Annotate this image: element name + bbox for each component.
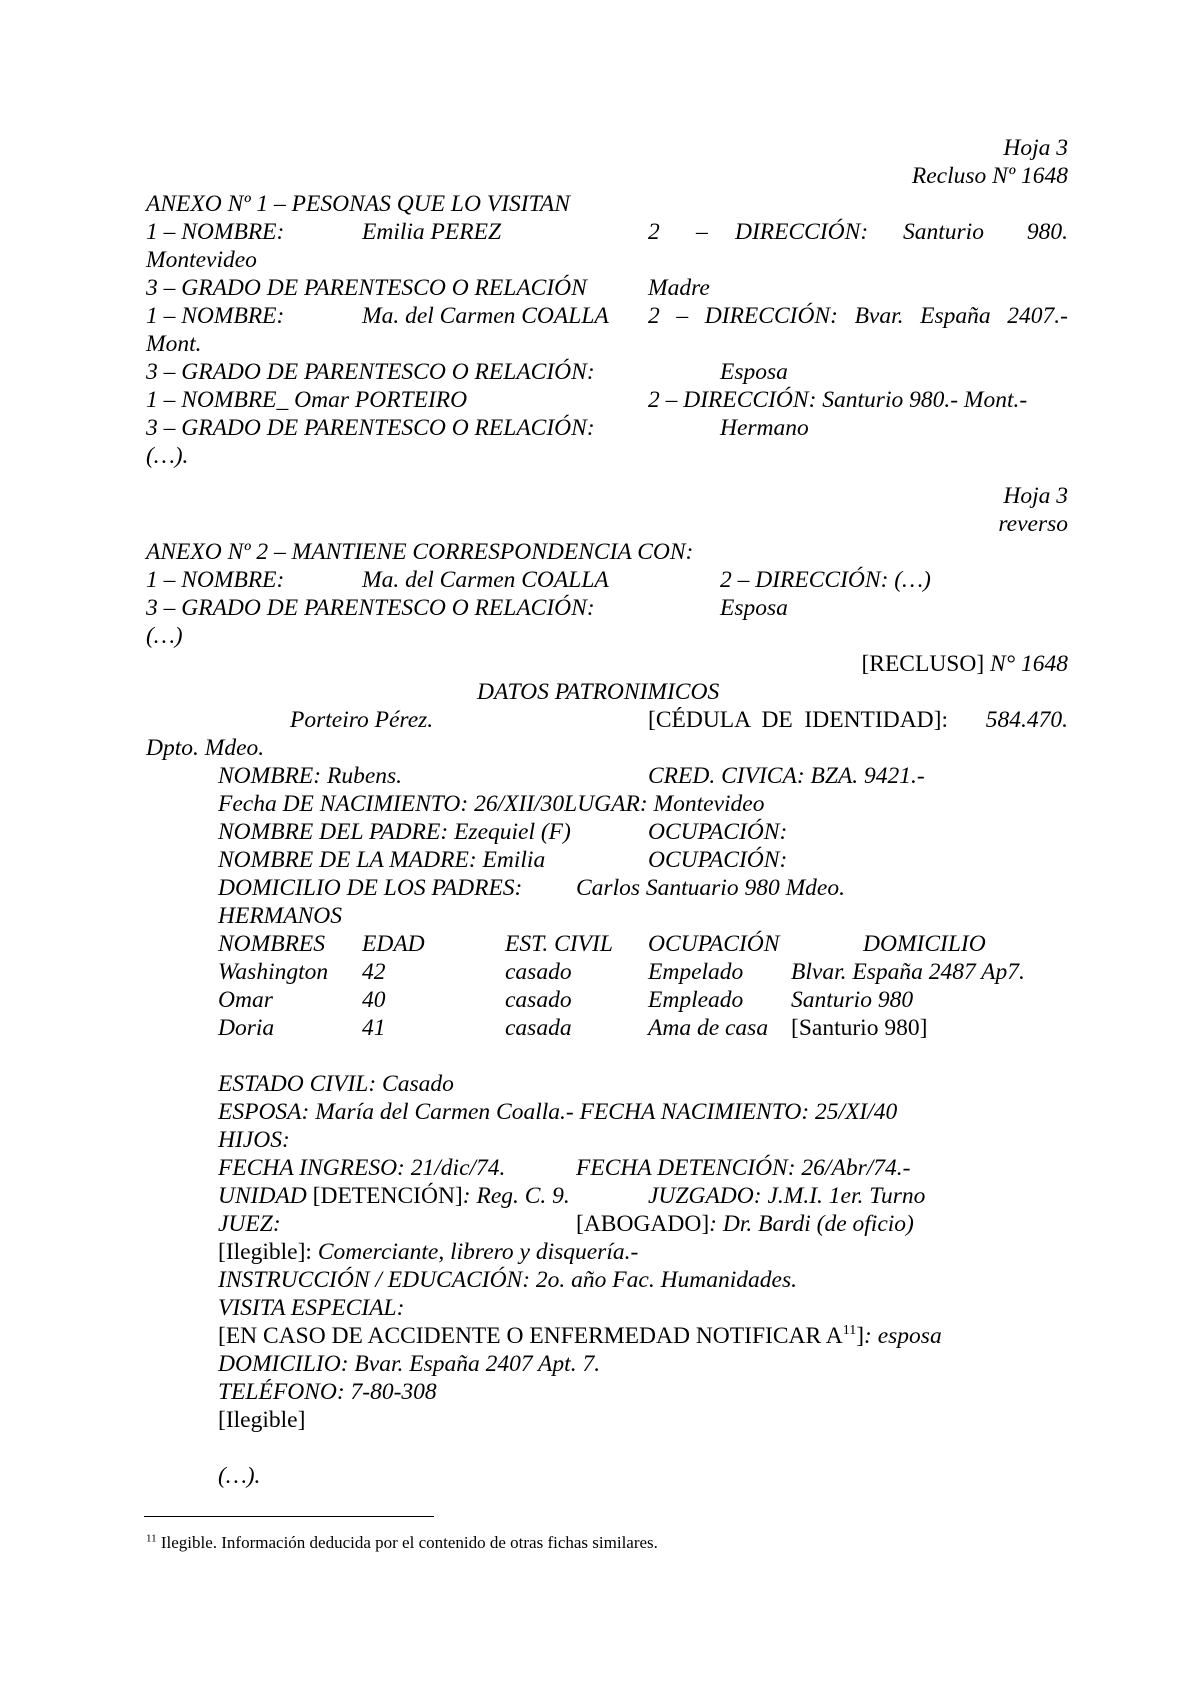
- estado-civil: ESTADO CIVIL: Casado: [218, 1071, 454, 1097]
- padre-ocupacion: OCUPACIÓN:: [648, 819, 788, 845]
- madre-ocupacion: OCUPACIÓN:: [648, 847, 788, 873]
- nombre-padre: NOMBRE DEL PADRE: Ezequiel (F): [218, 819, 571, 845]
- table-cell: 40: [362, 987, 386, 1013]
- visitor2-nombre: Ma. del Carmen COALLA: [362, 303, 609, 329]
- visitor3-grado: Hermano: [720, 415, 809, 441]
- visitor2-grado-label: 3 – GRADO DE PARENTESCO O RELACIÓN:: [146, 359, 595, 385]
- accidente-value: : esposa: [864, 1323, 942, 1349]
- visitor3-direccion: 2 – DIRECCIÓN: Santurio 980.- Mont.-: [648, 387, 1028, 413]
- cedula-label: [CÉDULA DE IDENTIDAD]:: [648, 707, 948, 733]
- footnote-divider: [144, 1516, 434, 1517]
- table-cell: Ama de casa: [648, 1015, 769, 1041]
- fecha-detencion: FECHA DETENCIÓN: 26/Abr/74.-: [576, 1155, 911, 1181]
- anexo1-ellipsis: (…).: [146, 443, 189, 469]
- instruccion: INSTRUCCIÓN / EDUCACIÓN: 2o. año Fac. Humanidades.: [218, 1267, 797, 1293]
- col-header-est-civil: EST. CIVIL: [505, 931, 613, 957]
- nombre-madre: NOMBRE DE LA MADRE: Emilia: [218, 847, 546, 873]
- accidente-bracket: [EN CASO DE ACCIDENTE O ENFERMEDAD NOTIFICAR A: [218, 1323, 843, 1349]
- anexo1-title: ANEXO Nº 1 – PESONAS QUE LO VISITAN: [146, 191, 570, 217]
- col-header-ocupacion: OCUPACIÓN: [648, 931, 780, 957]
- anexo2-ellipsis: (…): [146, 623, 183, 649]
- visitor2-nombre-label: 1 – NOMBRE:: [146, 303, 285, 329]
- detencion-bracket: [DETENCIÓN]: [312, 1183, 463, 1209]
- visitor1-dir-num: 2: [648, 219, 660, 245]
- accidente-line: [218, 1322, 942, 1350]
- juez: JUEZ:: [218, 1211, 281, 1237]
- table-cell: Washington: [218, 959, 329, 985]
- unidad-line: [218, 1182, 570, 1210]
- visita-especial: VISITA ESPECIAL:: [218, 1295, 405, 1321]
- profesion-value: Comerciante, librero y disquería.-: [317, 1239, 639, 1265]
- ficha-recluso: [861, 650, 1068, 678]
- col-header-domicilio: DOMICILIO: [863, 931, 986, 957]
- datos-title: DATOS PATRONIMICOS: [477, 679, 720, 705]
- table-cell: Doria: [218, 1015, 275, 1041]
- footnote-ref: 11: [842, 1323, 857, 1339]
- cedula-value: 584.470.: [985, 707, 1068, 733]
- recluso-number: Recluso Nº 1648: [911, 163, 1068, 189]
- visitor1-nombre: Emilia PEREZ: [362, 219, 502, 245]
- footnote-number: 11: [146, 1532, 157, 1545]
- esposa: ESPOSA: María del Carmen Coalla.- FECHA NACIMIENTO: 25/XI/40: [218, 1099, 898, 1125]
- table-cell: 42: [362, 959, 386, 985]
- apellido: Porteiro Pérez.: [290, 707, 434, 733]
- table-cell: Omar: [218, 987, 273, 1013]
- corresp-grado: Esposa: [720, 595, 788, 621]
- domicilio-padres-label: DOMICILIO DE LOS PADRES:: [218, 875, 523, 901]
- recluso-bracket-label: [RECLUSO]: [861, 651, 985, 677]
- hijos: HIJOS:: [218, 1127, 290, 1153]
- profesion-line: [218, 1238, 638, 1266]
- table-cell: Blvar. España 2487 Ap7.: [791, 959, 1025, 985]
- footnote-text: Ilegible. Información deducida por el contenido de otras fichas similares.: [156, 1533, 658, 1552]
- table-cell: Empelado: [648, 959, 744, 985]
- fecha-ingreso: FECHA INGRESO: 21/dic/74.: [218, 1155, 506, 1181]
- visitor1-nombre-label: 1 – NOMBRE:: [146, 219, 285, 245]
- unidad-label: UNIDAD: [218, 1183, 307, 1209]
- table-cell: Empleado: [648, 987, 744, 1013]
- abogado-bracket: [ABOGADO]: [576, 1211, 710, 1237]
- ficha-ellipsis: (…).: [218, 1463, 261, 1489]
- hoja-label-2: Hoja 3: [1003, 483, 1068, 509]
- visitor1-dir-dash: –: [696, 219, 708, 245]
- accidente-bracket-close: ]: [856, 1323, 865, 1349]
- visitor2-grado: Esposa: [720, 359, 788, 385]
- corresp-nombre-label: 1 – NOMBRE:: [146, 567, 285, 593]
- table-cell: [Santurio 980]: [791, 1015, 928, 1041]
- table-cell: casada: [505, 1015, 572, 1041]
- unidad-value: : Reg. C. 9.: [462, 1183, 570, 1209]
- col-header-edad: EDAD: [362, 931, 425, 957]
- domicilio-padres: Carlos Santuario 980 Mdeo.: [576, 875, 845, 901]
- ilegible-line: [Ilegible]: [218, 1407, 306, 1433]
- reverso-label: reverso: [998, 511, 1068, 537]
- col-header-nombres: NOMBRES: [218, 931, 326, 957]
- corresp-nombre: Ma. del Carmen COALLA: [362, 567, 609, 593]
- table-cell: 41: [362, 1015, 386, 1041]
- hoja-label: Hoja 3: [1003, 135, 1068, 161]
- domicilio-esposa: DOMICILIO: Bvar. España 2407 Apt. 7.: [218, 1351, 601, 1377]
- visitor1-grado: Madre: [648, 275, 710, 301]
- corresp-direccion: 2 – DIRECCIÓN: (…): [720, 567, 931, 593]
- recluso-number-2: N° 1648: [990, 651, 1068, 677]
- abogado-value: : Dr. Bardi (de oficio): [709, 1211, 914, 1237]
- visitor1-dir-street: Santurio: [903, 219, 984, 245]
- anexo2-title: ANEXO Nº 2 – MANTIENE CORRESPONDENCIA CON:: [146, 539, 694, 565]
- fecha-nacimiento: Fecha DE NACIMIENTO: 26/XII/30LUGAR: Montevideo: [218, 791, 765, 817]
- telefono: TELÉFONO: 7-80-308: [218, 1379, 437, 1405]
- abogado-line: [576, 1210, 914, 1238]
- table-cell: casado: [505, 959, 572, 985]
- table-cell: casado: [505, 987, 572, 1013]
- visitor3-grado-label: 3 – GRADO DE PARENTESCO O RELACIÓN:: [146, 415, 595, 441]
- hermanos-label: HERMANOS: [218, 903, 343, 929]
- nombre-line: NOMBRE: Rubens.: [218, 763, 403, 789]
- visitor1-dir-number: 980.: [1026, 219, 1068, 245]
- cred-civica: CRED. CIVICA: BZA. 9421.-: [648, 763, 925, 789]
- corresp-grado-label: 3 – GRADO DE PARENTESCO O RELACIÓN:: [146, 595, 595, 621]
- juzgado: JUZGADO: J.M.I. 1er. Turno: [648, 1183, 926, 1209]
- footnote: [146, 1532, 658, 1554]
- visitor3-nombre: 1 – NOMBRE_ Omar PORTEIRO: [146, 387, 468, 413]
- visitor1-dir-label: DIRECCIÓN:: [735, 219, 869, 245]
- cedula-dpto: Dpto. Mdeo.: [146, 735, 265, 761]
- visitor1-dir-city: Montevideo: [146, 247, 257, 273]
- visitor2-dir-city: Mont.: [146, 331, 202, 357]
- table-cell: Santurio 980: [791, 987, 914, 1013]
- ilegible-bracket: [Ilegible]:: [218, 1239, 312, 1265]
- visitor1-grado-label: 3 – GRADO DE PARENTESCO O RELACIÓN: [146, 275, 587, 301]
- visitor2-direccion: 2 – DIRECCIÓN: Bvar. España 2407.-: [648, 303, 1068, 329]
